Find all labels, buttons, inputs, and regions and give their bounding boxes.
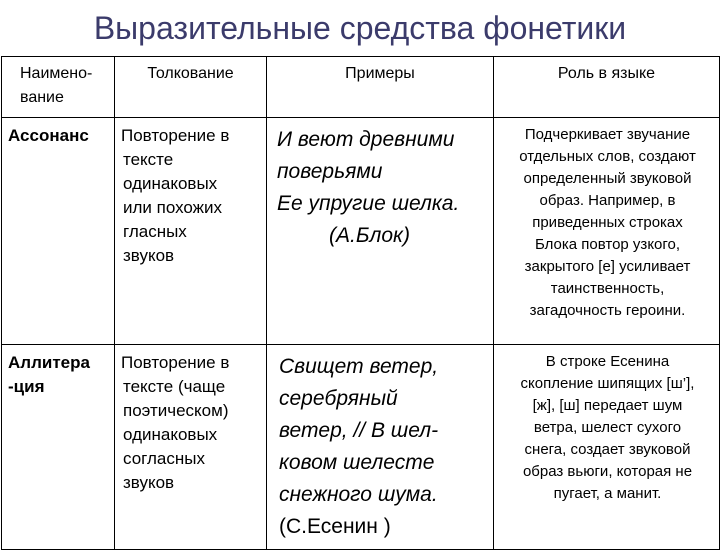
role-line: определенный звуковой <box>523 170 692 187</box>
definition-line: тексте (чаще <box>123 377 226 396</box>
role-line: закрытого [е] усиливает <box>524 258 691 275</box>
header-term-line2: вание <box>20 89 64 106</box>
definition-line: или похожих <box>123 198 223 217</box>
role-cell <box>494 345 720 550</box>
role-line: отдельных слов, создают <box>519 148 696 165</box>
table-row <box>2 345 720 550</box>
role-line: Блока повтор узкого, <box>534 236 681 253</box>
definition-line: одинаковых <box>123 174 218 193</box>
definition-line: одинаковых <box>123 425 218 444</box>
definition-line: Повторение в <box>121 353 230 372</box>
role-line: приведенных строках <box>532 214 683 231</box>
definition-line: тексте <box>123 150 174 169</box>
role-line: образ. Например, в <box>539 192 676 209</box>
role-line: загадочность героини. <box>529 302 686 319</box>
header-role: Роль в языке <box>494 57 720 118</box>
definition-cell <box>115 118 267 345</box>
example-author: (А.Блок) <box>329 224 410 247</box>
definition-line: Повторение в <box>121 126 230 145</box>
term-cell <box>2 345 115 550</box>
role-line: ветра, шелест сухого <box>533 419 682 436</box>
example-line: ветер, // В шел- <box>279 419 439 442</box>
role-line: снега, создает звуковой <box>524 441 691 458</box>
role-line: скопление шипящих [ш’], <box>520 375 695 392</box>
role-cell <box>494 118 720 345</box>
example-line: серебряный <box>279 387 398 410</box>
definition-line: звуков <box>123 473 175 492</box>
definition-line: звуков <box>123 246 175 265</box>
term-cell <box>2 118 115 345</box>
example-cell <box>267 118 494 345</box>
role-line: В строке Есенина <box>545 353 670 370</box>
example-line: ковом шелесте <box>279 451 435 474</box>
term-text: -ция <box>8 377 45 396</box>
table-header-row <box>2 57 720 118</box>
phonetics-table <box>1 56 720 550</box>
definition-line: согласных <box>123 449 205 468</box>
example-cell <box>267 345 494 550</box>
example-line: поверьями <box>277 160 383 183</box>
role-line: [ж], [ш] передает шум <box>532 397 683 414</box>
term-text: Ассонанс <box>8 126 89 145</box>
role-line: пугает, а манит. <box>553 485 662 502</box>
header-examples: Примеры <box>267 57 494 118</box>
example-line: Свищет ветер, <box>279 355 439 378</box>
slide-title: Выразительные средства фонетики <box>93 10 627 46</box>
role-line: образ вьюги, которая не <box>522 463 693 480</box>
header-term-line1: Наимено- <box>20 65 93 82</box>
definition-line: поэтическом) <box>123 401 229 420</box>
role-line: Подчеркивает звучание <box>524 126 691 143</box>
example-line: Ее упругие шелка. <box>277 192 460 215</box>
term-text: Аллитера <box>8 353 90 372</box>
header-definition: Толкование <box>115 57 267 118</box>
header-term <box>2 57 115 118</box>
table-row <box>2 118 720 345</box>
definition-line: гласных <box>123 222 187 241</box>
example-line: И веют древними <box>277 128 455 151</box>
example-author: (С.Есенин ) <box>279 515 391 538</box>
example-line: снежного шума. <box>279 483 438 506</box>
role-line: таинственность, <box>550 280 665 297</box>
definition-cell <box>115 345 267 550</box>
